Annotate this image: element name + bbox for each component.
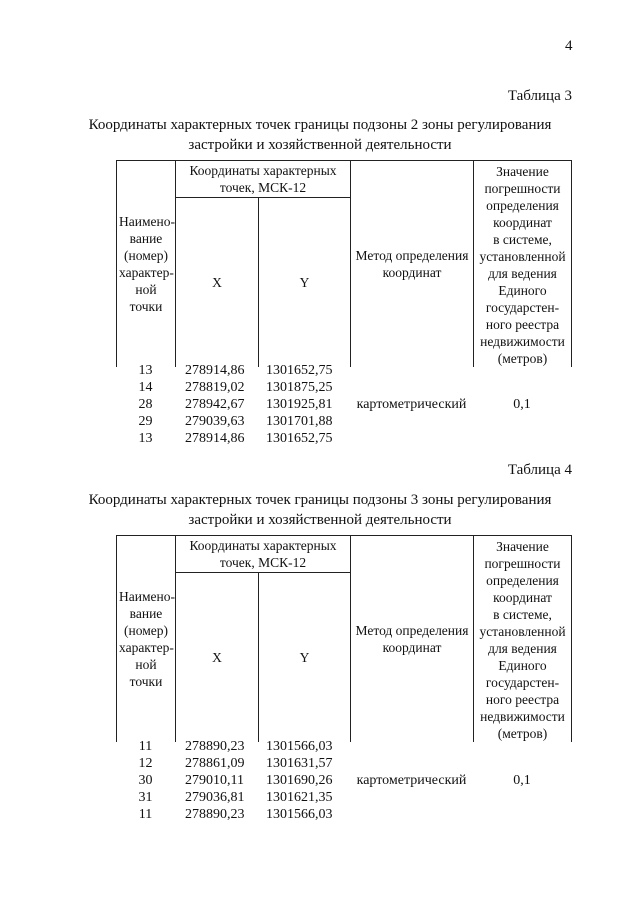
header-error: Значение погрешности определения координат в системе, установленной для ведения Единого государстен- ного реестра недвижимости (метров) bbox=[474, 161, 572, 368]
header-x: X bbox=[176, 198, 259, 367]
header-method: Метод определения координат bbox=[351, 161, 474, 368]
table-row: 29 279039,63 1301701,88 bbox=[138, 414, 333, 429]
table-header bbox=[116, 160, 572, 367]
header-coordinates: Координаты характерных точек, МСК-12 bbox=[176, 536, 351, 573]
table-row: 28 278942,67 1301925,81 bbox=[138, 397, 333, 412]
table-row: 13 278914,86 1301652,75 картометрический 0,1 bbox=[116, 362, 571, 379]
header-error: Значение погрешности определения координат в системе, установленной для ведения Единого государстен- ного реестра недвижимости (метров) bbox=[474, 536, 572, 743]
table-label: Таблица 4 bbox=[507, 462, 572, 478]
header-y: Y bbox=[259, 198, 351, 367]
table-title: Координаты характерных точек границы подзоны 2 зоны регулирования застройки и хозяйственной деятельности bbox=[88, 117, 552, 153]
error-value: 0,1 bbox=[513, 773, 531, 788]
header-method: Метод определения координат bbox=[351, 536, 474, 743]
table-row: 14 278819,02 1301875,25 bbox=[138, 380, 333, 395]
table-body bbox=[116, 738, 571, 823]
table-row: 11 278890,23 1301566,03 bbox=[138, 807, 333, 822]
table-label: Таблица 3 bbox=[507, 88, 572, 104]
header-point-name: Наимено- вание (номер) характер- ной точки bbox=[117, 536, 176, 743]
table-title: Координаты характерных точек границы подзоны 3 зоны регулирования застройки и хозяйственной деятельности bbox=[88, 492, 552, 528]
header-x: X bbox=[176, 573, 259, 742]
table-row: 13 278914,86 1301652,75 bbox=[138, 431, 333, 446]
header-point-name: Наимено- вание (номер) характер- ной точки bbox=[117, 161, 176, 368]
table-row: 11 278890,23 1301566,03 картометрический 0,1 bbox=[116, 738, 571, 755]
method-value: картометрический bbox=[356, 773, 467, 788]
table-row: 30 279010,11 1301690,26 bbox=[138, 773, 333, 788]
header-coordinates: Координаты характерных точек, МСК-12 bbox=[176, 161, 351, 198]
table-row: 12 278861,09 1301631,57 bbox=[138, 756, 333, 771]
page-number: 4 bbox=[565, 38, 573, 54]
method-value: картометрический bbox=[356, 397, 467, 412]
table-header bbox=[116, 535, 572, 742]
table-body bbox=[116, 362, 571, 447]
error-value: 0,1 bbox=[513, 397, 531, 412]
header-y: Y bbox=[259, 573, 351, 742]
table-row: 31 279036,81 1301621,35 bbox=[138, 790, 333, 805]
